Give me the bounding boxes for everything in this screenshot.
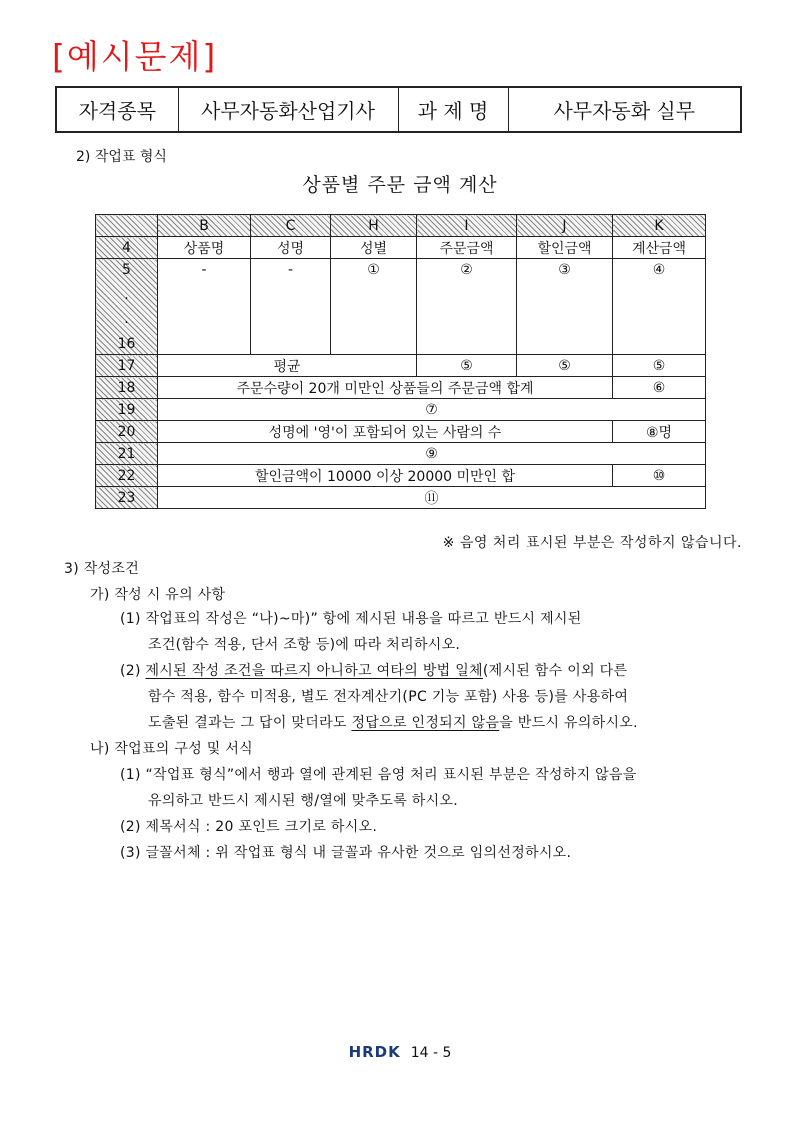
column-header-row bbox=[96, 215, 706, 237]
condition-ga-2-line2: 함수 적용, 함수 미적용, 별도 전자계산기(PC 기능 포함) 사용 등)를 사용하여 bbox=[148, 689, 629, 705]
subsection-na: 나) 작업표의 구성 및 서식 bbox=[90, 741, 254, 757]
table-row bbox=[96, 443, 706, 465]
condition-ga-1-line1: (1) 작업표의 작성은 “나)~마)” 항에 제시된 내용을 따르고 반드시 제시된 bbox=[120, 611, 582, 627]
row-ellipsis: . bbox=[124, 286, 129, 303]
col-header: C bbox=[251, 215, 331, 237]
table-row bbox=[96, 259, 706, 355]
data-cell: ⑨ bbox=[158, 443, 706, 465]
data-cell: ⑤ bbox=[417, 355, 517, 377]
condition-ga-1-line2: 조건(함수 적용, 단서 조항 등)에 따라 처리하시오. bbox=[148, 637, 461, 653]
table-row bbox=[96, 421, 706, 443]
table-row bbox=[96, 237, 706, 259]
section-2-heading: 2) 작업표 형식 bbox=[76, 149, 167, 165]
table-row bbox=[96, 487, 706, 509]
row-header: 18 bbox=[96, 377, 158, 399]
average-label: 평균 bbox=[158, 355, 417, 377]
row-header: 21 bbox=[96, 443, 158, 465]
field-header: 성별 bbox=[331, 237, 417, 259]
field-header: 할인금액 bbox=[517, 237, 613, 259]
condition-ga-2-line3-prefix: 도출된 결과는 그 답이 맞더라도 bbox=[148, 715, 352, 731]
shading-note: ※ 음영 처리 표시된 부분은 작성하지 않습니다. bbox=[442, 535, 742, 551]
row-header: 20 bbox=[96, 421, 158, 443]
row-header bbox=[96, 259, 158, 355]
worksheet-format-table bbox=[95, 214, 706, 509]
data-cell: - bbox=[158, 259, 251, 355]
data-cell: ⑦ bbox=[158, 399, 706, 421]
field-header: 성명 bbox=[251, 237, 331, 259]
col-header: H bbox=[331, 215, 417, 237]
summary-label: 성명에 '영'이 포함되어 있는 사람의 수 bbox=[158, 421, 613, 443]
row-header: 17 bbox=[96, 355, 158, 377]
example-badge: [예시문제] bbox=[52, 37, 218, 76]
row-number: 16 bbox=[117, 335, 136, 352]
col-header: K bbox=[613, 215, 706, 237]
condition-ga-2-suffix: (제시된 함수 이외 다른 bbox=[482, 663, 628, 679]
col-header: B bbox=[158, 215, 251, 237]
condition-ga-2-line3 bbox=[148, 712, 638, 732]
summary-label: 주문수량이 20개 미만인 상품들의 주문금액 합계 bbox=[158, 377, 613, 399]
field-header: 계산금액 bbox=[613, 237, 706, 259]
section-3-heading: 3) 작성조건 bbox=[64, 561, 140, 577]
data-cell: ⑧명 bbox=[613, 421, 706, 443]
data-cell: ③ bbox=[517, 259, 613, 355]
data-cell: ⑥ bbox=[613, 377, 706, 399]
data-cell: ② bbox=[417, 259, 517, 355]
sheet-title: 상품별 주문 금액 계산 bbox=[302, 174, 498, 196]
condition-ga-2-underlined: 제시된 작성 조건을 따르지 아니하고 여타의 방법 일체 bbox=[145, 663, 483, 679]
summary-label: 할인금액이 10000 이상 20000 미만인 합 bbox=[158, 465, 613, 487]
label-qualification: 자격종목 bbox=[56, 87, 178, 132]
row-ellipsis: . bbox=[124, 311, 129, 328]
col-header: J bbox=[517, 215, 613, 237]
data-cell: ⑩ bbox=[613, 465, 706, 487]
row-header: 19 bbox=[96, 399, 158, 421]
page-number: 14 - 5 bbox=[410, 1045, 452, 1061]
row-number: 5 bbox=[122, 262, 131, 278]
table-row bbox=[96, 355, 706, 377]
exam-info-table bbox=[55, 86, 742, 133]
condition-ga-2-line3-suffix: 을 반드시 유의하시오. bbox=[499, 715, 638, 731]
condition-na-2: (2) 제목서식 : 20 포인트 크기로 하시오. bbox=[120, 819, 378, 835]
row-header: 23 bbox=[96, 487, 158, 509]
col-header: I bbox=[417, 215, 517, 237]
table-row bbox=[96, 399, 706, 421]
label-task-name: 과 제 명 bbox=[398, 87, 508, 132]
row-header: 4 bbox=[96, 237, 158, 259]
table-row bbox=[96, 377, 706, 399]
value-task-name: 사무자동화 실무 bbox=[508, 87, 741, 132]
subsection-ga: 가) 작성 시 유의 사항 bbox=[90, 587, 226, 603]
data-cell: ④ bbox=[613, 259, 706, 355]
condition-na-3: (3) 글꼴서체 : 위 작업표 형식 내 글꼴과 유사한 것으로 임의선정하시오. bbox=[120, 845, 572, 861]
row-header: 22 bbox=[96, 465, 158, 487]
value-qualification: 사무자동화산업기사 bbox=[178, 87, 398, 132]
field-header: 주문금액 bbox=[417, 237, 517, 259]
data-cell: - bbox=[251, 259, 331, 355]
data-cell: ① bbox=[331, 259, 417, 355]
data-cell: ⑤ bbox=[613, 355, 706, 377]
condition-na-1-line2: 유의하고 반드시 제시된 행/열에 맞추도록 하시오. bbox=[148, 793, 458, 809]
condition-ga-2-prefix: (2) bbox=[120, 663, 146, 679]
condition-ga-2-line3-underlined: 정답으로 인정되지 않음 bbox=[351, 715, 500, 731]
data-cell: ⑤ bbox=[517, 355, 613, 377]
data-cell: ⑪ bbox=[158, 487, 706, 509]
condition-na-1-line1: (1) “작업표 형식”에서 행과 열에 관계된 음영 처리 표시된 부분은 작성하지 않음을 bbox=[120, 767, 637, 783]
condition-ga-2-line1 bbox=[120, 660, 627, 680]
corner-cell bbox=[96, 215, 158, 237]
page-footer bbox=[0, 1043, 800, 1061]
table-row bbox=[96, 465, 706, 487]
hrdk-logo: HRDK bbox=[348, 1043, 401, 1061]
field-header: 상품명 bbox=[158, 237, 251, 259]
